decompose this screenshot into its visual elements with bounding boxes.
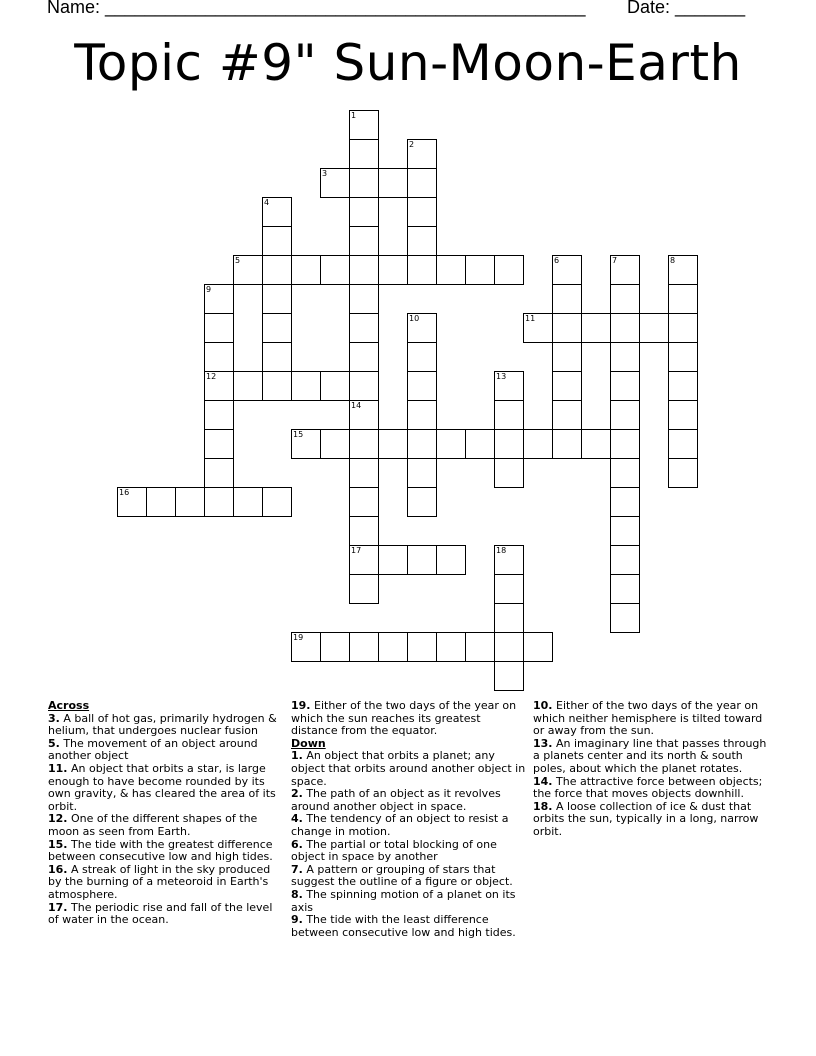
crossword-cell[interactable]	[668, 284, 698, 314]
crossword-cell[interactable]	[523, 632, 553, 662]
name-field-label: Name: ________________________________________________	[47, 0, 586, 17]
crossword-cell[interactable]	[552, 284, 582, 314]
clue-text: A loose collection of ice & dust that orbits the sun, typically in a long, narrow orbit.	[533, 799, 759, 838]
crossword-cell[interactable]	[552, 255, 582, 285]
clue-text: A pattern or grouping of stars that suggest the outline of a figure or object.	[291, 862, 513, 889]
clue-number-label: 16.	[48, 862, 68, 876]
clue-text: An object that orbits a planet; any object that orbits around another object in space.	[291, 749, 526, 788]
clue-number: 12	[206, 372, 217, 381]
crossword-cell[interactable]	[349, 255, 379, 285]
crossword-cell[interactable]	[494, 255, 524, 285]
crossword-cell[interactable]	[349, 574, 379, 604]
crossword-cell[interactable]	[378, 255, 408, 285]
crossword-cell[interactable]	[581, 313, 611, 343]
crossword-cell[interactable]	[436, 632, 466, 662]
down-clue	[291, 839, 526, 864]
clue-number: 8	[670, 256, 676, 265]
down-heading: Down	[291, 736, 326, 750]
clue-number: 13	[496, 372, 507, 381]
clue-text: An imaginary line that passes through a planets center and its north & south poles, about which the planet rotates.	[533, 736, 767, 775]
crossword-cell[interactable]	[581, 429, 611, 459]
clue-text: The attractive force between objects; the force that moves objects downhill.	[533, 774, 763, 801]
clue-number: 5	[235, 256, 241, 265]
crossword-cell[interactable]	[407, 342, 437, 372]
crossword-cell[interactable]	[552, 429, 582, 459]
clue-number: 4	[264, 198, 270, 207]
clue-number-label: 9.	[291, 913, 303, 927]
clue-text: The path of an object as it revolves around another object in space.	[291, 787, 501, 813]
crossword-cell[interactable]	[378, 429, 408, 459]
clue-text: The movement of an object around another object	[48, 736, 258, 763]
page-title: Topic #9" Sun-Moon-Earth	[74, 34, 742, 92]
clue-text: One of the different shapes of the moon as seen from Earth.	[48, 812, 258, 838]
clue-number-label: 4.	[291, 812, 303, 826]
clue-number-label: 15.	[48, 837, 68, 851]
crossword-cell[interactable]	[320, 632, 350, 662]
crossword-cell[interactable]	[291, 429, 321, 459]
down-clue	[291, 864, 526, 889]
clue-number: 3	[322, 169, 328, 178]
crossword-cell[interactable]	[407, 371, 437, 401]
crossword-cell[interactable]	[233, 487, 263, 517]
crossword-cell[interactable]	[552, 400, 582, 430]
clue-number-label: 17.	[48, 900, 68, 914]
clue-number-label: 11.	[48, 761, 68, 775]
crossword-cell[interactable]	[407, 400, 437, 430]
crossword-cell[interactable]	[349, 313, 379, 343]
crossword-cell[interactable]	[204, 313, 234, 343]
crossword-cell[interactable]	[610, 371, 640, 401]
clue-number-label: 7.	[291, 862, 303, 876]
crossword-cell[interactable]	[552, 371, 582, 401]
crossword-cell[interactable]	[610, 255, 640, 285]
crossword-cell[interactable]	[436, 255, 466, 285]
crossword-cell[interactable]	[610, 313, 640, 343]
clue-number-label: 2.	[291, 787, 303, 801]
crossword-cell[interactable]	[204, 458, 234, 488]
crossword-cell[interactable]	[349, 139, 379, 169]
clue-number: 15	[293, 430, 304, 439]
crossword-cell[interactable]	[291, 255, 321, 285]
clue-number: 19	[293, 633, 304, 642]
crossword-cell[interactable]	[494, 661, 524, 691]
clue-text: An object that orbits a star, is large enough to have become rounded by its own gravity, & has cleared the area of its orbit.	[48, 761, 276, 813]
clue-number-label: 5.	[48, 736, 60, 750]
crossword-cell[interactable]	[494, 545, 524, 575]
crossword-cell[interactable]	[349, 226, 379, 256]
crossword-cell[interactable]	[668, 255, 698, 285]
crossword-cell[interactable]	[407, 458, 437, 488]
down-clue	[291, 788, 526, 813]
clue-number: 16	[119, 488, 130, 497]
crossword-cell[interactable]	[320, 429, 350, 459]
crossword-cell[interactable]	[349, 284, 379, 314]
crossword-cell[interactable]	[610, 574, 640, 604]
clue-number-label: 12.	[48, 812, 68, 826]
clue-number-label: 3.	[48, 711, 60, 725]
crossword-cell[interactable]	[407, 255, 437, 285]
across-clue	[48, 902, 283, 927]
across-clue	[291, 700, 526, 738]
clue-text: The tendency of an object to resist a change in motion.	[291, 812, 509, 838]
clue-text: A streak of light in the sky produced by the burning of a meteoroid in Earth's atmosphere.	[48, 862, 271, 901]
across-clue	[48, 738, 283, 763]
crossword-cell[interactable]	[262, 313, 292, 343]
across-clue	[48, 864, 283, 902]
down-clue	[291, 750, 526, 788]
crossword-cell[interactable]	[407, 545, 437, 575]
crossword-cell[interactable]	[494, 429, 524, 459]
crossword-cell[interactable]	[349, 400, 379, 430]
crossword-cell[interactable]	[610, 400, 640, 430]
crossword-cell[interactable]	[349, 110, 379, 140]
clue-text: The tide with the least difference between consecutive low and high tides.	[291, 913, 516, 939]
crossword-cell[interactable]	[349, 168, 379, 198]
clue-number-label: 14.	[533, 774, 553, 788]
crossword-cell[interactable]	[291, 632, 321, 662]
clues-column-1	[48, 700, 283, 927]
crossword-cell[interactable]	[407, 632, 437, 662]
crossword-cell[interactable]	[552, 342, 582, 372]
clue-number: 7	[612, 256, 618, 265]
crossword-cell[interactable]	[262, 197, 292, 227]
clue-text: The tide with the greatest difference between consecutive low and high tides.	[48, 837, 273, 864]
crossword-cell[interactable]	[494, 371, 524, 401]
crossword-cell[interactable]	[610, 516, 640, 546]
clue-number: 6	[554, 256, 560, 265]
crossword-cell[interactable]	[610, 603, 640, 633]
crossword-cell[interactable]	[204, 429, 234, 459]
down-clue	[533, 738, 768, 776]
crossword-cell[interactable]	[436, 429, 466, 459]
crossword-cell[interactable]	[117, 487, 147, 517]
crossword-cell[interactable]	[523, 313, 553, 343]
across-clue	[48, 839, 283, 864]
crossword-cell[interactable]	[639, 313, 669, 343]
crossword-cell[interactable]	[204, 400, 234, 430]
crossword-cell[interactable]	[204, 487, 234, 517]
clue-text: A ball of hot gas, primarily hydrogen & helium, that undergoes nuclear fusion	[48, 711, 277, 738]
crossword-cell[interactable]	[494, 574, 524, 604]
clue-number-label: 10.	[533, 699, 553, 712]
clue-number-label: 19.	[291, 699, 311, 712]
crossword-cell[interactable]	[175, 487, 205, 517]
crossword-cell[interactable]	[610, 342, 640, 372]
clue-number: 11	[525, 314, 536, 323]
crossword-cell[interactable]	[291, 371, 321, 401]
crossword-cell[interactable]	[262, 284, 292, 314]
crossword-cell[interactable]	[204, 371, 234, 401]
clue-text: The spinning motion of a planet on its axis	[291, 887, 516, 914]
crossword-cell[interactable]	[349, 458, 379, 488]
crossword-cell[interactable]	[494, 458, 524, 488]
crossword-cell[interactable]	[204, 342, 234, 372]
clue-text: Either of the two days of the year on which neither hemisphere is tilted toward or away from the sun.	[533, 699, 763, 738]
date-field-label: Date: _______	[627, 0, 746, 17]
crossword-cell[interactable]	[407, 226, 437, 256]
crossword-cell[interactable]	[262, 255, 292, 285]
crossword-cell[interactable]	[349, 545, 379, 575]
crossword-cell[interactable]	[610, 429, 640, 459]
crossword-cell[interactable]	[262, 487, 292, 517]
crossword-cell[interactable]	[378, 545, 408, 575]
down-clue	[291, 813, 526, 838]
crossword-cell[interactable]	[262, 371, 292, 401]
clue-number-label: 13.	[533, 736, 553, 750]
down-clue	[533, 801, 768, 839]
across-clue	[48, 813, 283, 838]
crossword-cell[interactable]	[407, 487, 437, 517]
crossword-cell[interactable]	[262, 342, 292, 372]
crossword-cell[interactable]	[349, 197, 379, 227]
clues-column-3	[533, 700, 768, 839]
crossword-cell[interactable]	[436, 545, 466, 575]
crossword-cell[interactable]	[262, 226, 292, 256]
clue-number: 10	[409, 314, 420, 323]
crossword-cell[interactable]	[349, 632, 379, 662]
crossword-cell[interactable]	[349, 516, 379, 546]
crossword-cell[interactable]	[407, 139, 437, 169]
clue-number: 2	[409, 140, 415, 149]
clue-text: The periodic rise and fall of the level of water in the ocean.	[48, 900, 273, 927]
crossword-cell[interactable]	[146, 487, 176, 517]
crossword-cell[interactable]	[407, 313, 437, 343]
clue-number-label: 6.	[291, 837, 303, 851]
crossword-cell[interactable]	[407, 168, 437, 198]
crossword-cell[interactable]	[610, 458, 640, 488]
crossword-cell[interactable]	[668, 458, 698, 488]
crossword-cell[interactable]	[494, 400, 524, 430]
crossword-cell[interactable]	[610, 284, 640, 314]
clues-column-2	[291, 700, 526, 939]
crossword-cell[interactable]	[349, 342, 379, 372]
crossword-cell[interactable]	[233, 371, 263, 401]
across-clue	[48, 713, 283, 738]
crossword-cell[interactable]	[233, 255, 263, 285]
clue-number-label: 1.	[291, 749, 303, 763]
crossword-cell[interactable]	[668, 371, 698, 401]
across-clue	[48, 763, 283, 813]
crossword-cell[interactable]	[465, 429, 495, 459]
crossword-cell[interactable]	[320, 168, 350, 198]
crossword-cell[interactable]	[668, 342, 698, 372]
crossword-cell[interactable]	[378, 168, 408, 198]
crossword-cell[interactable]	[465, 255, 495, 285]
down-clue	[291, 914, 526, 939]
crossword-cell[interactable]	[668, 313, 698, 343]
crossword-cell[interactable]	[465, 632, 495, 662]
clue-number: 14	[351, 401, 362, 410]
clue-number-label: 18.	[533, 799, 553, 813]
clue-number: 18	[496, 546, 507, 555]
down-clue	[533, 700, 768, 738]
crossword-cell[interactable]	[204, 284, 234, 314]
crossword-cell[interactable]	[494, 603, 524, 633]
clue-number: 1	[351, 111, 357, 120]
crossword-cell[interactable]	[494, 632, 524, 662]
crossword-cell[interactable]	[349, 487, 379, 517]
crossword-cell[interactable]	[552, 313, 582, 343]
crossword-cell[interactable]	[320, 255, 350, 285]
crossword-cell[interactable]	[610, 545, 640, 575]
down-clue	[291, 889, 526, 914]
crossword-cell[interactable]	[320, 371, 350, 401]
crossword-cell[interactable]	[523, 429, 553, 459]
crossword-cell[interactable]	[407, 429, 437, 459]
crossword-cell[interactable]	[349, 429, 379, 459]
clue-text: The partial or total blocking of one object in space by another	[291, 837, 497, 864]
crossword-cell[interactable]	[610, 487, 640, 517]
crossword-cell[interactable]	[668, 429, 698, 459]
across-heading: Across	[48, 699, 90, 712]
crossword-cell[interactable]	[407, 197, 437, 227]
clue-number: 9	[206, 285, 212, 294]
clue-number: 17	[351, 546, 362, 555]
crossword-cell[interactable]	[349, 371, 379, 401]
crossword-cell[interactable]	[378, 632, 408, 662]
clue-number-label: 8.	[291, 887, 303, 901]
clue-text: Either of the two days of the year on which the sun reaches its greatest distance from the equator.	[291, 699, 517, 738]
down-clue	[533, 776, 768, 801]
crossword-cell[interactable]	[668, 400, 698, 430]
